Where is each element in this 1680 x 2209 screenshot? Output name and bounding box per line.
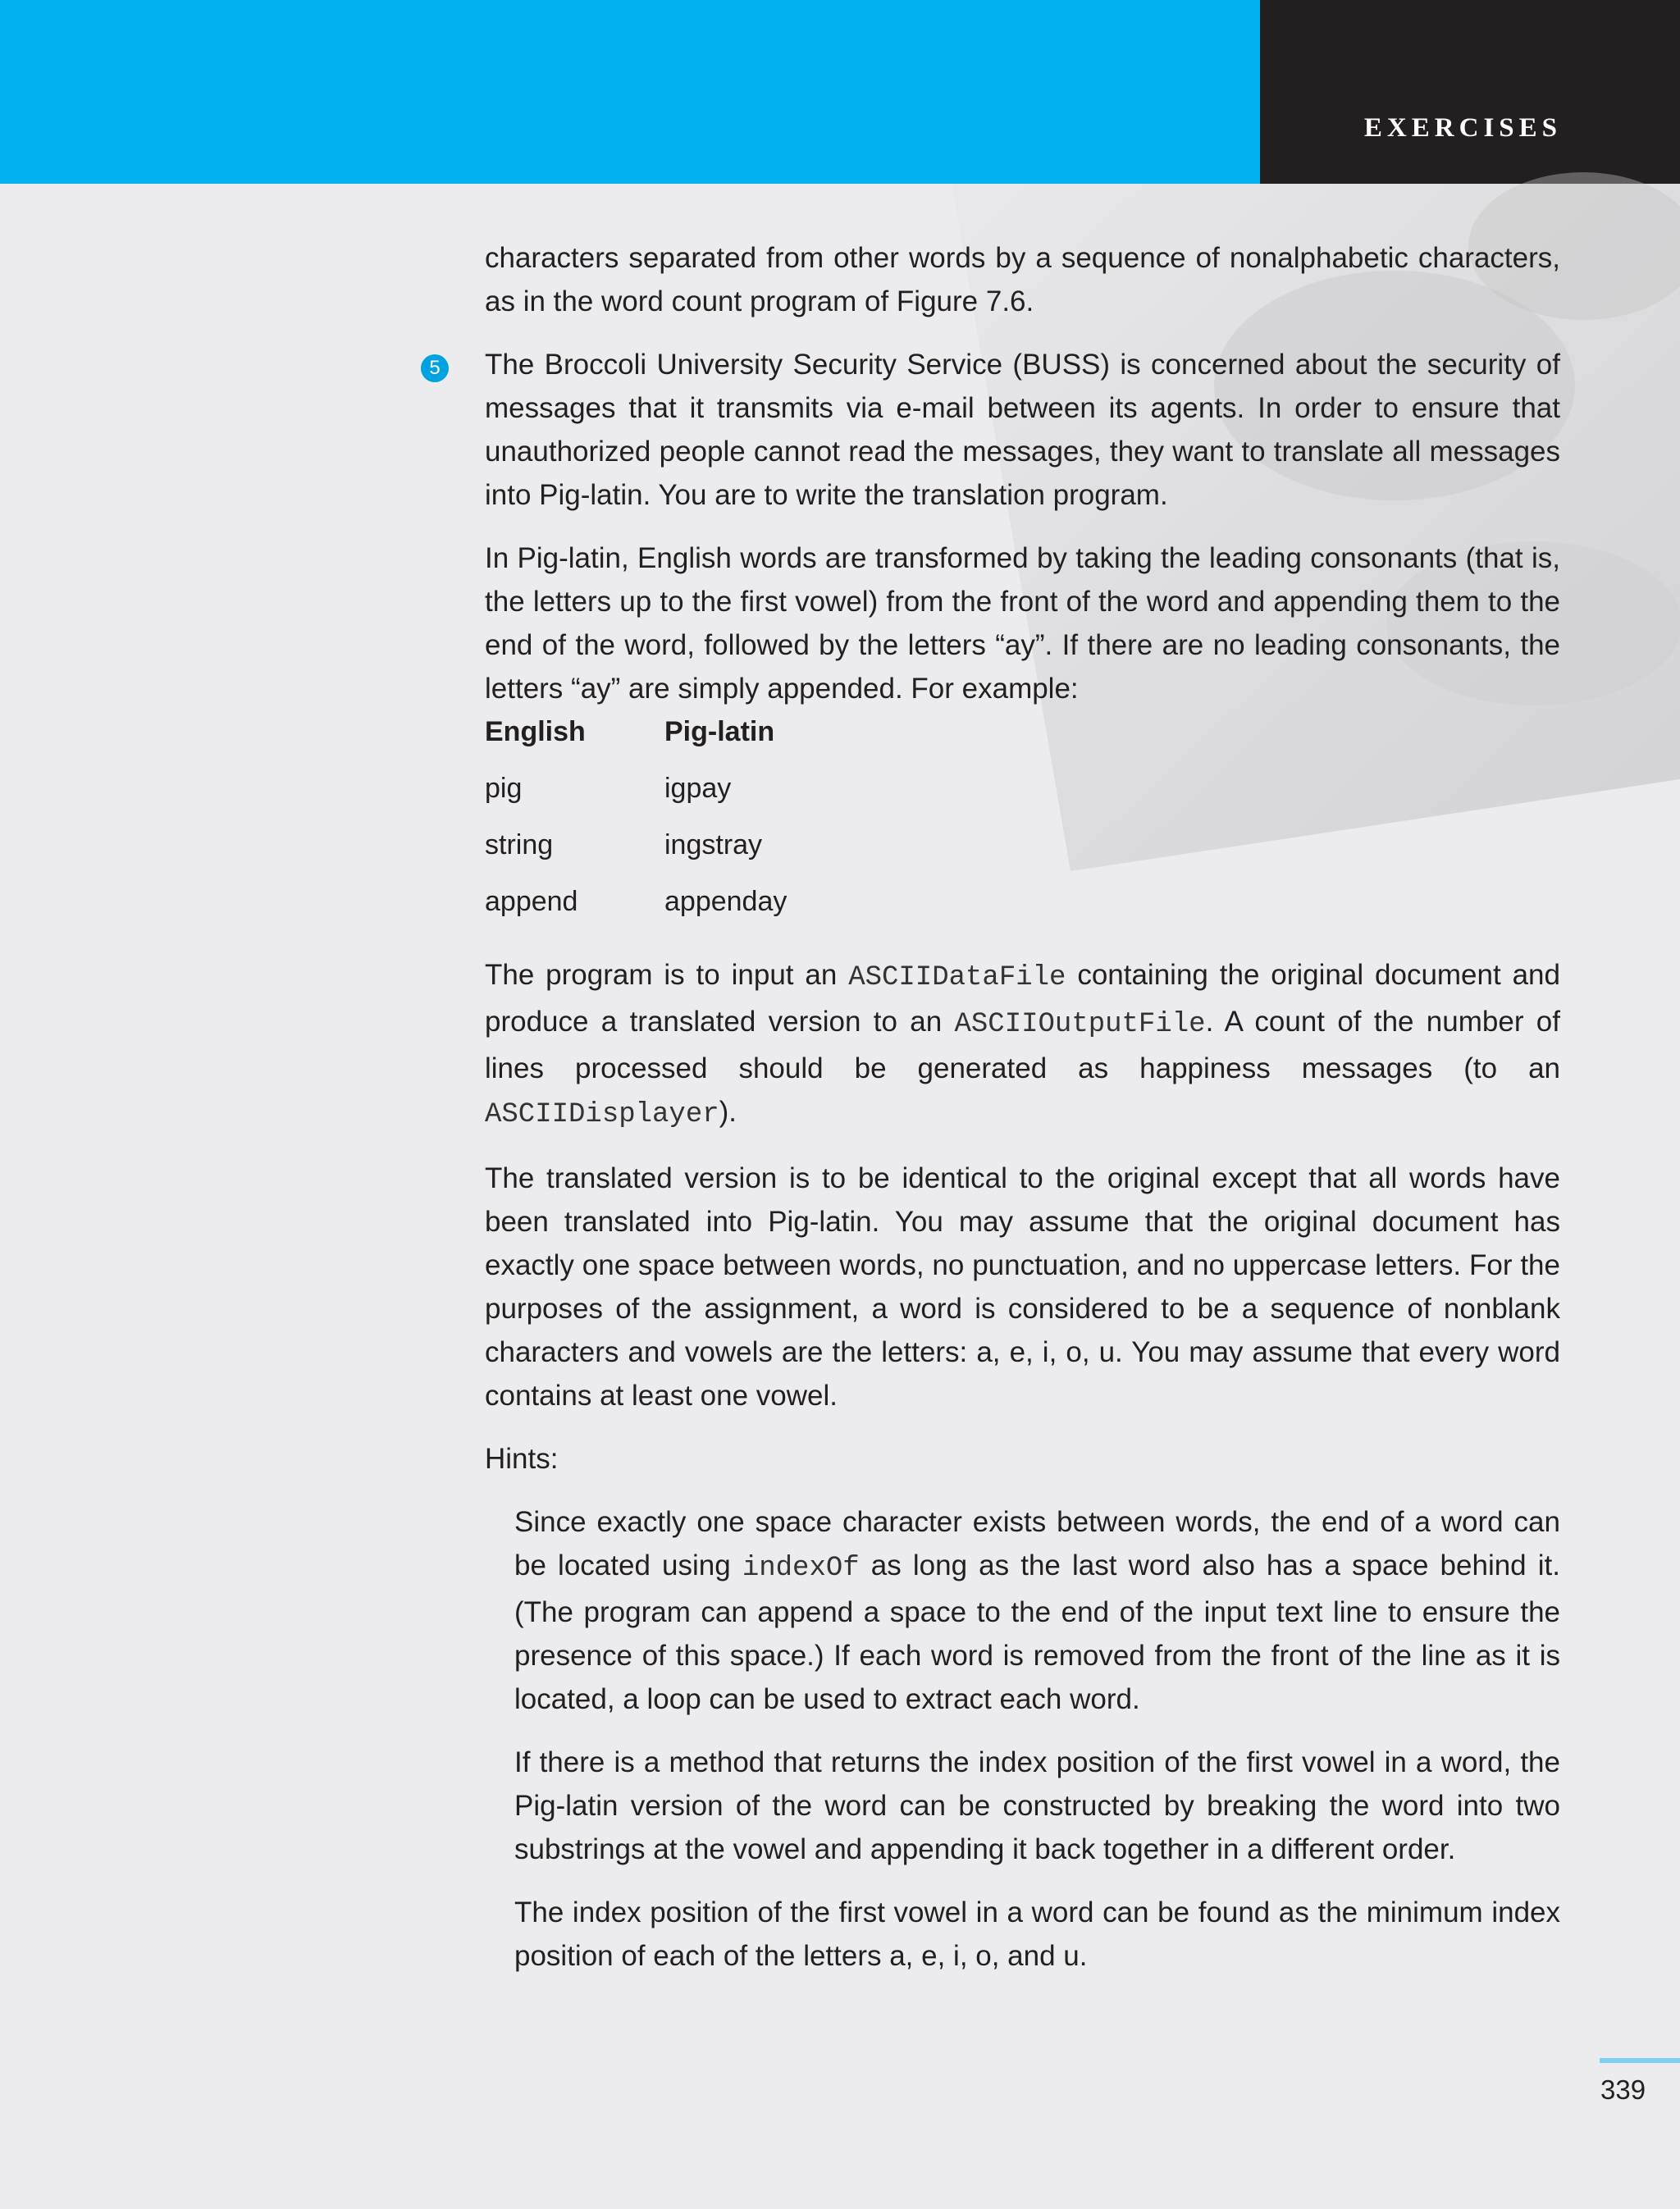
exercise-paragraph-4: The translated version is to be identical to the original except that all words have been translated into Pig-latin. You may assume that the original document has exactly one space between words, no punctuation, and no uppercase letters. For the purposes of the assignment, a word is considered to be a sequence of nonblank characters and vowels are the letters: a, e, i, o, u. You may assume that every word contains at least one vowel. <box>485 1162 1560 1412</box>
hints-label: Hints: <box>485 1443 559 1475</box>
code-asciioutputfile: ASCIIOutputFile <box>954 1009 1206 1040</box>
hints-list <box>514 1500 1560 1978</box>
text-span: as long as the last word also has a space behind it. (The program can append a space to the end of the input text line to ensure the presence of this space.) If each word is removed from the front of the line as it is located, a loop can be used to extract each word. <box>514 1549 1560 1715</box>
table-header-piglatin: Pig-latin <box>664 716 775 747</box>
table-cell: pig <box>485 773 523 804</box>
table-cell: igpay <box>664 773 732 804</box>
exercise-paragraph-2: In Pig-latin, English words are transformed by taking the leading consonants (that is, the letters up to the first vowel) from the front of the word and appending them to the end of the word, followed by the letters “ay”. If there are no leading consonants, the letters “ay” are simply appended. For example: <box>485 542 1560 705</box>
exercise-text <box>429 236 1560 1997</box>
translation-table <box>485 715 787 942</box>
text-span: The program is to input an <box>485 959 849 991</box>
table-cell: string <box>485 829 554 860</box>
text-span: ). <box>719 1096 737 1128</box>
hint-3: The index position of the first vowel in a word can be found as the minimum index position of each of the letters a, e, i, o, and u. <box>514 1896 1560 1972</box>
exercise-number-badge: 5 <box>421 354 449 382</box>
hint-2: If there is a method that returns the index position of the first vowel in a word, the Pig-latin version of the word can be constructed by breaking the word into two substrings at the vowel and appending it back together in a different order. <box>514 1746 1560 1865</box>
table-row <box>485 885 787 942</box>
code-indexof: indexOf <box>742 1553 860 1584</box>
hint-1 <box>514 1500 1560 1721</box>
table-cell: append <box>485 886 578 917</box>
text-span: . A count of the number of lines processed should be generated as happiness messages (to an <box>485 1006 1560 1084</box>
code-asciidatafile: ASCIIDataFile <box>848 962 1066 993</box>
table-cell: appenday <box>664 886 788 917</box>
code-asciidisplayer: ASCIIDisplayer <box>485 1099 719 1130</box>
table-row <box>485 828 787 885</box>
page-number: 339 <box>1600 2074 1646 2105</box>
table-cell: ingstray <box>664 829 763 860</box>
section-label: EXERCISES <box>1363 113 1562 143</box>
table-header-english: English <box>485 716 586 747</box>
page-number-rule <box>1600 2058 1680 2063</box>
intro-continuation: characters separated from other words by a sequence of nonalphabetic characters, as in the word count program of Figure 7.6. <box>485 242 1560 317</box>
table-row <box>485 772 787 828</box>
table-header-row <box>485 715 787 772</box>
exercise-paragraph-3 <box>485 953 1560 1137</box>
text-span: Since exactly one space character exists between words, the end of a word can be located using <box>514 1506 1560 1581</box>
text-span: containing the original document and produce a translated version to an <box>485 959 1560 1038</box>
exercise-5 <box>429 343 1560 1978</box>
exercise-paragraph-1: The Broccoli University Security Service (BUSS) is concerned about the security of messages that it transmits via e-mail between its agents. In order to ensure that unauthorized people cannot read the messages, they want to translate all messages into Pig-latin. You are to write the translation program. <box>485 349 1560 511</box>
